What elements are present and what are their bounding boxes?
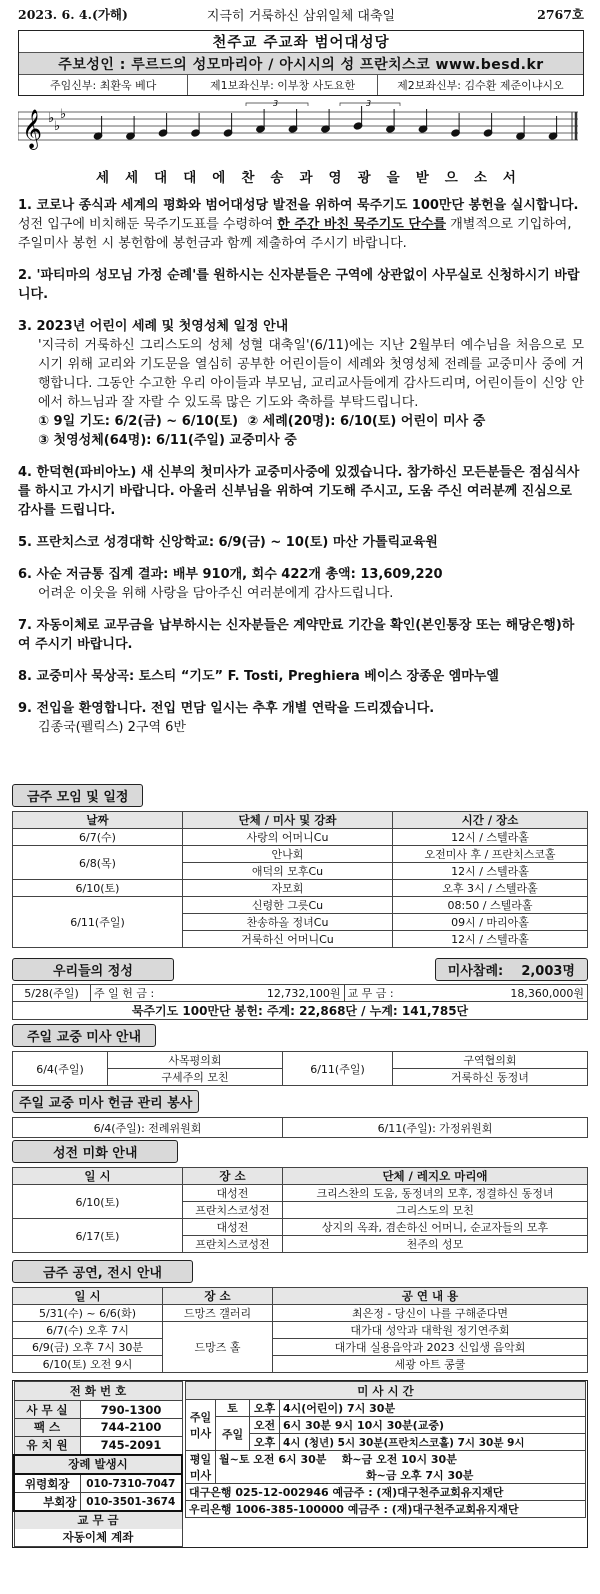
place-cell: 프란치스코성전	[183, 1202, 283, 1219]
offering-date: 5/28(주일)	[13, 985, 91, 1002]
time-cell: 09시 / 마리아홀	[393, 914, 588, 931]
kindergarten-label: 유 치 원	[14, 1436, 80, 1455]
section-title: 주일 교중 미사 헌금 관리 봉사	[12, 1090, 199, 1113]
column-header: 단체 / 레지오 마리애	[283, 1168, 588, 1185]
sunday-mass-label: 주일 미사	[186, 1400, 216, 1451]
lyric-syllable: 받	[415, 170, 429, 186]
triplet-mark-2: 3	[366, 99, 372, 108]
place-cell: 대성전	[183, 1185, 283, 1202]
saturday-label: 토	[216, 1400, 250, 1417]
fax-number: 744-2100	[80, 1419, 182, 1437]
column-header: 날짜	[13, 812, 183, 829]
service-item: 6/4(주일): 전례위원회	[13, 1118, 283, 1138]
contact-table	[13, 1381, 183, 1547]
notice-number: 4.	[18, 465, 32, 480]
time-cell: 08:50 / 스텔라홀	[393, 897, 588, 914]
table-row	[13, 829, 588, 846]
place-cell: 드망즈 홀	[163, 1322, 273, 1373]
bank-account-2: 우리은행 1006-385-100000 예금주 : (재)대구천주교회유지재단	[186, 1501, 586, 1518]
notice-number: 8.	[18, 669, 32, 684]
notice-text: 개별적으로 기입하여, 주일미사 봉헌 시 봉헌함에 봉헌금과 함께 제출하여 주시기 바랍니다.	[18, 217, 572, 251]
date-cell: 6/10(토) 오전 9시	[13, 1356, 163, 1373]
notice-text: '파티마의 성모님 가정 순례'를 원하시는 신자분들은 구역에 상관없이 사무실로 신청하시기 바랍니다.	[18, 268, 580, 302]
group-cell: 상지의 옥좌, 겸손하신 어머니, 순교자들의 모후	[283, 1219, 588, 1236]
section-title: 우리들의 정성	[12, 958, 174, 981]
column-header: 장 소	[183, 1168, 283, 1185]
date-cell: 6/10(토)	[13, 880, 183, 897]
date-cell: 6/7(수) 오후 7시	[13, 1322, 163, 1339]
table-row	[13, 880, 588, 897]
notice-number: 6.	[18, 567, 32, 582]
mass-times-table	[185, 1381, 586, 1518]
sunday-pm-times: 4시 (청년) 5시 30분(프란치스코홀) 7시 30분 9시	[280, 1434, 586, 1451]
saturday-times: 4시(어린이) 7시 30분	[280, 1400, 586, 1417]
content-cell: 최은정 - 당신이 나를 구해준다면	[273, 1305, 588, 1322]
mass-group: 거룩하신 동정녀	[393, 1069, 588, 1086]
notice-number: 3.	[18, 319, 32, 334]
group-cell: 사랑의 어머니Cu	[183, 829, 393, 846]
patron-line: 주보성인 : 루르드의 성모마리아 / 아시시의 성 프란치스코 www.besd.kr	[19, 53, 583, 75]
table-row	[13, 1305, 588, 1322]
time-cell: 12시 / 스텔라홀	[393, 931, 588, 948]
date-cell: 5/31(수) ~ 6/6(화)	[13, 1305, 163, 1322]
mass-date: 6/11(주일)	[283, 1052, 393, 1086]
place-cell: 프란치스코성전	[183, 1236, 283, 1253]
column-header: 장 소	[163, 1288, 273, 1305]
parish-name: 천주교 주교좌 범어대성당	[19, 31, 583, 53]
mass-times-title: 미 사 시 간	[186, 1382, 586, 1400]
group-cell: 애덕의 모후Cu	[183, 863, 393, 880]
section-title: 금주 모임 및 일정	[12, 784, 143, 807]
table-row	[13, 897, 588, 914]
notice-text: 성전 입구에 비치해둔 묵주기도표를 수령하여	[18, 217, 278, 232]
group-cell: 거룩하신 어머니Cu	[183, 931, 393, 948]
office-label: 사 무 실	[14, 1401, 80, 1419]
mass-date: 6/4(주일)	[13, 1052, 108, 1086]
time-cell: 오전미사 후 / 프란치스코홀	[393, 846, 588, 863]
weekday-times-1: 월~토 오전 6시 30분	[219, 1453, 327, 1466]
mass-group: 사목평의회	[108, 1052, 283, 1069]
sunday-offering-value: 12,732,100원	[201, 985, 345, 1002]
table-row	[13, 1185, 588, 1202]
sunday-am-times: 6시 30분 9시 10시 30분(교중)	[280, 1417, 586, 1434]
assistant-priest-1: 제1보좌신부: 이부창 사도요한	[188, 75, 377, 95]
attendance-value: 2,003명	[521, 964, 575, 979]
group-cell: 크리스찬의 도움, 동정녀의 모후, 정결하신 동정녀	[283, 1185, 588, 1202]
mass-group: 구역협의회	[393, 1052, 588, 1069]
time-cell: 12시 / 스텔라홀	[393, 863, 588, 880]
group-cell: 찬송하올 정녀Cu	[183, 914, 393, 931]
notice-6	[18, 565, 584, 603]
date-cell: 6/17(토)	[13, 1219, 183, 1253]
notice-body: 김종국(펠릭스) 2구역 6반	[38, 720, 186, 735]
table-row	[13, 846, 588, 863]
notice-text: 2023년 어린이 세례 및 첫영성체 일정 안내	[36, 319, 289, 334]
funeral-vice-phone: 010-3501-3674	[80, 1493, 182, 1512]
section-title: 성전 미화 안내	[12, 1140, 178, 1163]
notice-number: 5.	[18, 535, 32, 550]
notice-number: 7.	[18, 618, 32, 633]
notice-text: 코로나 종식과 세계의 평화와 범어대성당 발전을 위하여 묵주기도 100만단 봉헌을 실시합니다.	[36, 198, 579, 213]
notice-text: 사순 저금통 집계 결과: 배부 910개, 회수 422개 총액: 13,609,220	[36, 567, 443, 582]
svg-text:♭: ♭	[54, 119, 61, 134]
funeral-vice-label: 부회장	[14, 1493, 80, 1512]
cash-service-section	[12, 1090, 588, 1138]
lyric-syllable: 세	[96, 170, 110, 186]
schedule-item: ② 세례(20명): 6/10(토) 어린이 미사 중	[247, 414, 486, 429]
notice-number: 1.	[18, 198, 32, 213]
notice-body: 어려운 이웃을 위해 사랑을 담아주신 여러분에게 감사드립니다.	[38, 586, 394, 601]
week-schedule-section	[12, 784, 588, 948]
service-item: 6/11(주일): 가정위원회	[283, 1118, 588, 1138]
weekday-times-3: 화~금 오후 7시 30분	[216, 1467, 586, 1484]
notice-1	[18, 196, 584, 253]
group-cell: 그리스도의 모친	[283, 1202, 588, 1219]
rosary-totals: 묵주기도 100만단 봉헌: 주계: 22,868단 / 누계: 141,785단	[13, 1002, 588, 1020]
offering-table	[12, 984, 588, 1020]
schedule-item: ③ 첫영성체(64명): 6/11(주일) 교중미사 중	[38, 433, 297, 448]
notice-text: 한덕현(파비아노) 새 신부의 첫미사가 교중미사중에 있겠습니다. 참가하신 모든분들은 점심식사를 하시고 가시기 바랍니다. 아울러 신부님을 위하여 기도해 주시고, 도움 주신 여러분께 진심으로 감사를 드립니다.	[18, 465, 580, 518]
week-schedule-table	[12, 811, 588, 948]
offering-section	[12, 958, 588, 1020]
lyric-syllable: 영	[328, 170, 342, 186]
cash-service-table	[12, 1117, 588, 1138]
section-title: 주일 교중 미사 안내	[12, 1024, 156, 1047]
date-cell: 6/7(수)	[13, 829, 183, 846]
lyric-syllable: 광	[357, 170, 371, 186]
notice-7	[18, 616, 584, 654]
notice-body: '지극히 거룩하신 그리스도의 성체 성혈 대축일'(6/11)에는 지난 2월부터 예수님을 처음으로 모시기 위해 교리와 기도문을 열심히 공부한 어린이들이 세례와 첫영성체 전례를 교중미사 중에 거행합니다. 그동안 수고한 우리 아이들과 부모님, 교리교사들에게 감사드리며, 어린이들이 신앙 안에서 하느님과 잘 자랄 수 있도록 많은 기도와 축하를 부탁드립니다.	[38, 338, 584, 410]
notice-number: 9.	[18, 701, 32, 716]
date-cell: 6/11(주일)	[13, 897, 183, 948]
notice-text: 프란치스코 성경대학 신앙학교: 6/9(금) ~ 10(토) 마산 가톨릭교육원	[36, 535, 438, 550]
place-cell: 드망즈 갤러리	[163, 1305, 273, 1322]
place-cell: 대성전	[183, 1219, 283, 1236]
section-title: 금주 공연, 전시 안내	[12, 1260, 193, 1283]
notice-list	[18, 196, 584, 750]
lyric-syllable: 소	[473, 170, 487, 186]
hymn-staff	[18, 98, 584, 166]
notice-5	[18, 533, 584, 552]
column-header: 일 시	[13, 1168, 183, 1185]
parish-banner	[18, 30, 584, 96]
decoration-table	[12, 1167, 588, 1253]
group-cell: 자모회	[183, 880, 393, 897]
date-cell: 6/10(토)	[13, 1185, 183, 1219]
time-cell: 12시 / 스텔라홀	[393, 829, 588, 846]
column-header: 시간 / 장소	[393, 812, 588, 829]
notice-4	[18, 463, 584, 520]
table-row	[13, 1219, 588, 1236]
treble-clef-icon: 𝄞	[22, 109, 43, 149]
svg-text:♭: ♭	[60, 107, 67, 122]
weekday-mass-label: 평일 미사	[186, 1451, 216, 1484]
funeral-chief-phone: 010-7310-7047	[80, 1474, 182, 1493]
sunday-label: 주일	[216, 1417, 250, 1451]
schedule-item: ① 9일 기도: 6/2(금) ~ 6/10(토)	[38, 414, 239, 429]
table-row	[13, 1339, 588, 1356]
notice-text: 전입을 환영합니다. 전입 면담 일시는 추후 개별 연락을 드리겠습니다.	[36, 701, 435, 716]
dues-title: 교 무 금	[14, 1511, 182, 1529]
content-cell: 대가대 성악과 대학원 정기연주회	[273, 1322, 588, 1339]
lyric-syllable: 대	[183, 170, 197, 186]
phone-title: 전 화 번 호	[14, 1382, 182, 1401]
lyric-syllable: 세	[125, 170, 139, 186]
hymn-lyrics	[18, 166, 584, 188]
kindergarten-phone: 745-2091	[80, 1436, 182, 1455]
office-phone: 790-1300	[80, 1401, 182, 1419]
svg-text:♭: ♭	[48, 111, 55, 126]
weekday-times-2: 화~금 오전 10시 30분	[341, 1453, 457, 1466]
notice-text: 자동이체로 교무금을 납부하시는 신자분들은 계약만료 기간을 확인(본인통장 또는 해당은행)하여 주시기 바랍니다.	[18, 618, 575, 652]
fax-label: 팩 스	[14, 1419, 80, 1437]
attendance-label: 미사참례:	[447, 964, 504, 979]
am-label: 오전	[250, 1417, 280, 1434]
dues-value: 18,360,000원	[444, 985, 588, 1002]
content-cell: 세광 아트 콩쿨	[273, 1356, 588, 1373]
funeral-chief-label: 위령회장	[14, 1474, 80, 1493]
lyric-syllable: 과	[299, 170, 313, 186]
date-cell: 6/9(금) 오후 7시 30분	[13, 1339, 163, 1356]
contact-and-mass-times	[12, 1380, 588, 1548]
time-cell: 오후 3시 / 스텔라홀	[393, 880, 588, 897]
content-cell: 대가대 실용음악과 2023 신입생 음악회	[273, 1339, 588, 1356]
bulletin-date: 2023. 6. 4.(가해)	[18, 7, 128, 22]
sunday-offering-label: 주 일 헌 금 :	[91, 985, 201, 1002]
lyric-syllable: 을	[386, 170, 400, 186]
assistant-priest-2: 제2보좌신부: 김수환 제준이냐시오	[397, 79, 564, 92]
notice-9	[18, 699, 584, 737]
decoration-section	[12, 1140, 588, 1253]
lyric-syllable: 송	[270, 170, 284, 186]
notice-emphasis: 한 주간 바친 묵주기도 단수를	[277, 217, 447, 232]
sunday-mass-section	[12, 1024, 588, 1086]
events-table	[12, 1287, 588, 1373]
triplet-mark-1: 3	[273, 99, 279, 108]
group-cell: 안나회	[183, 846, 393, 863]
notice-8	[18, 667, 584, 686]
attendance-badge	[435, 958, 588, 981]
column-header: 공 연 내 용	[273, 1288, 588, 1305]
events-section	[12, 1260, 588, 1373]
group-cell: 신령한 그릇Cu	[183, 897, 393, 914]
group-cell: 천주의 성모	[283, 1236, 588, 1253]
pastor: 주임신부: 최환욱 베다	[19, 75, 188, 95]
feast-title: 지극히 거룩하신 삼위일체 대축일	[206, 8, 396, 24]
table-row	[13, 1322, 588, 1339]
notice-number: 2.	[18, 268, 32, 283]
column-header: 단체 / 미사 및 강좌	[183, 812, 393, 829]
sunday-mass-table	[12, 1051, 588, 1086]
pm-label: 오후	[250, 1400, 280, 1417]
notice-text: 교중미사 묵상곡: 토스티 “기도” F. Tosti, Preghiera 베이스 장종운 엠마누엘	[36, 669, 499, 684]
issue-number: 2767호	[537, 7, 584, 22]
table-row	[13, 1356, 588, 1373]
date-cell: 6/8(목)	[13, 846, 183, 880]
column-header: 일 시	[13, 1288, 163, 1305]
lyric-syllable: 찬	[241, 170, 255, 186]
pm-label: 오후	[250, 1434, 280, 1451]
funeral-title: 장례 발생시	[14, 1455, 182, 1474]
notice-2	[18, 266, 584, 304]
masthead-line	[18, 0, 584, 28]
lyric-syllable: 에	[212, 170, 226, 186]
mass-group: 구세주의 모친	[108, 1069, 283, 1086]
clergy-row	[19, 75, 583, 95]
dues-label: 교 무 금 :	[344, 985, 444, 1002]
bank-account-1: 대구은행 025-12-002946 예금주 : (재)대구천주교회유지재단	[186, 1484, 586, 1501]
lyric-syllable: 으	[444, 170, 458, 186]
lyric-syllable: 서	[502, 170, 516, 186]
notice-3	[18, 317, 584, 450]
dues-subtitle: 자동이체 계좌	[14, 1529, 182, 1547]
lyric-syllable: 대	[154, 170, 168, 186]
